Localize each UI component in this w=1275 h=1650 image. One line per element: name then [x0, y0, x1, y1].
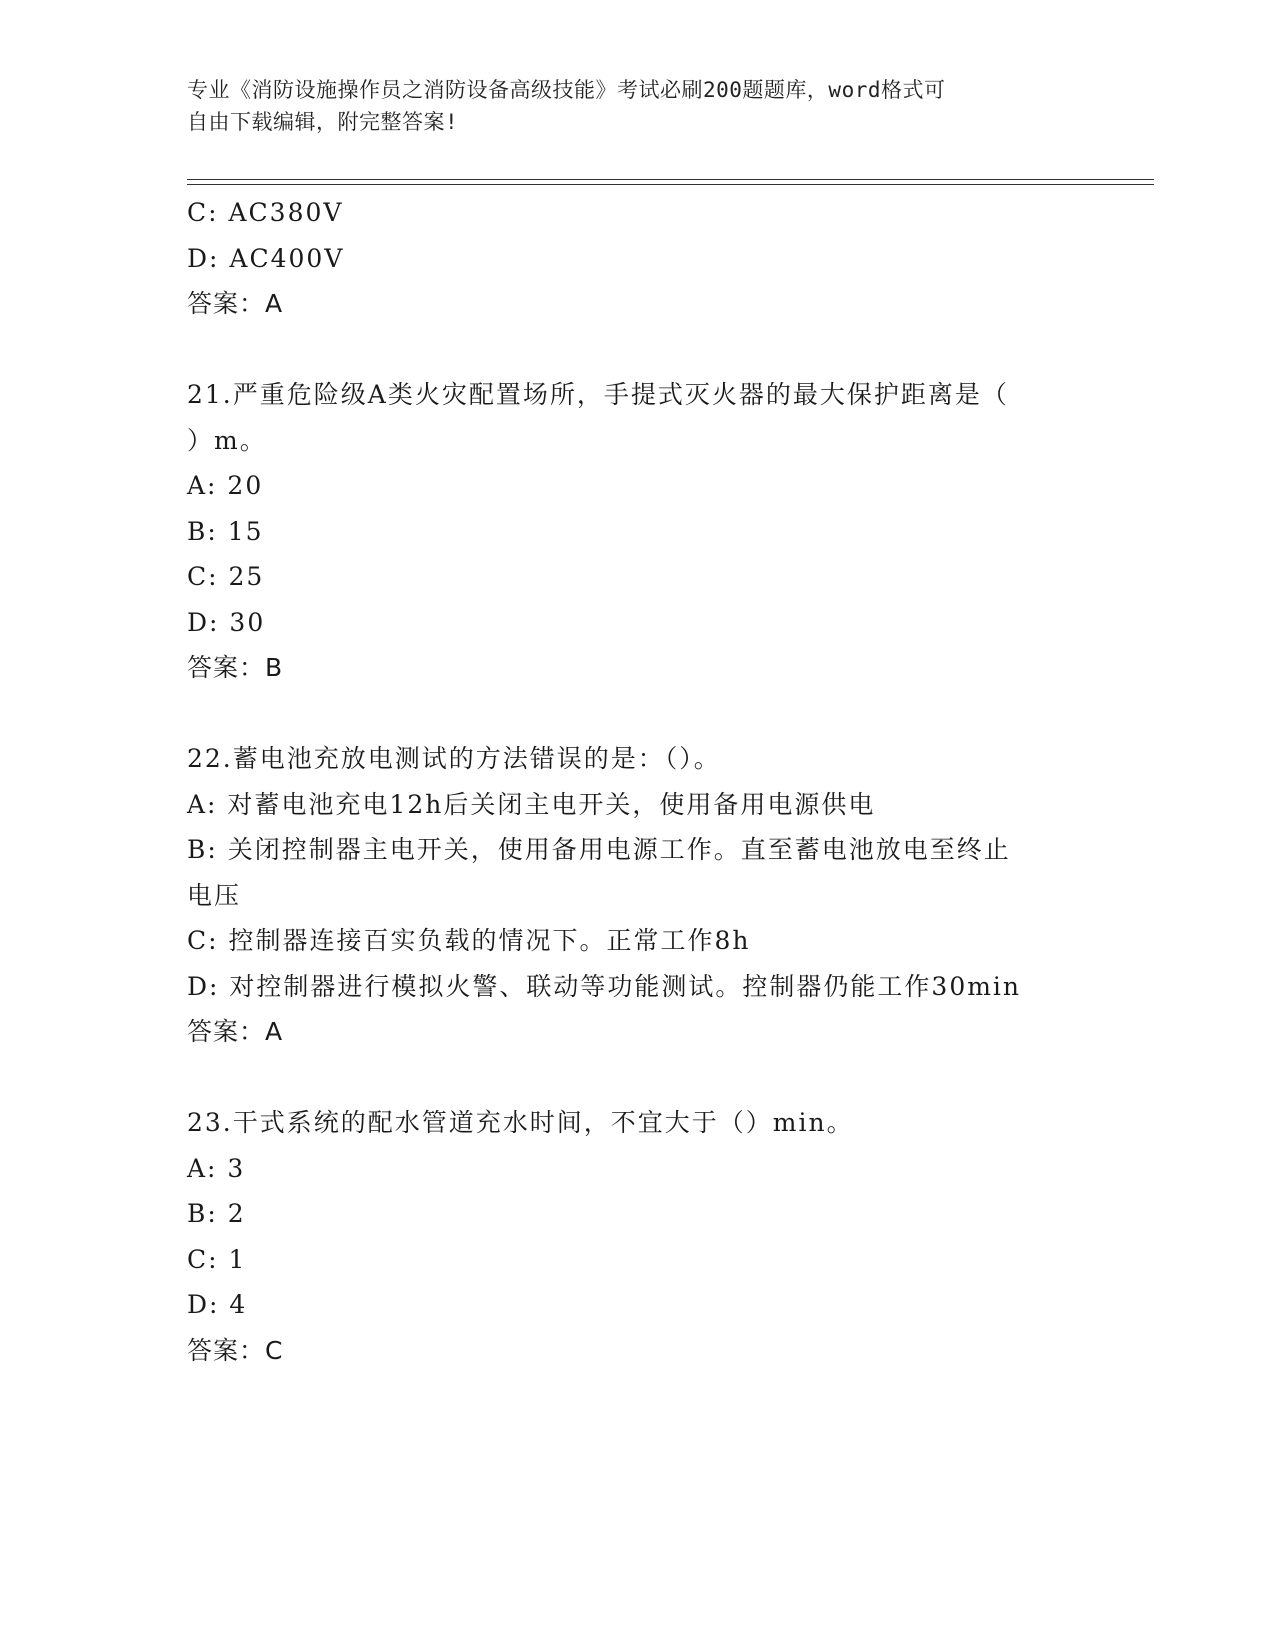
answer-line: 答案：C — [187, 1335, 284, 1365]
option-c: C: 25 — [187, 562, 265, 591]
option-c: C: AC380V — [187, 198, 344, 227]
option-d: D: 对控制器进行模拟火警、联动等功能测试。控制器仍能工作30min — [187, 971, 1022, 1001]
option-c: C: 控制器连接百实负载的情况下。正常工作8h — [187, 926, 751, 955]
option-a: A: 3 — [187, 1153, 246, 1183]
document-header — [187, 74, 1087, 138]
question-stem: 22.蓄电池充放电测试的方法错误的是：（）。 — [187, 744, 721, 773]
header-divider-bottom — [187, 184, 1154, 185]
answer-line: 答案：A — [187, 1017, 284, 1046]
option-b: B: 2 — [187, 1199, 246, 1228]
spacer — [187, 1055, 1087, 1101]
question-list — [187, 190, 1087, 1373]
question-22 — [187, 736, 1087, 1055]
header-line-1: 专业《消防设施操作员之消防设备高级技能》考试必刷200题题库，word格式可 — [187, 78, 946, 102]
option-b-cont: 电压 — [187, 880, 242, 910]
option-a: A: 对蓄电池充电12h后关闭主电开关，使用备用电源供电 — [187, 789, 876, 819]
header-divider-top — [187, 179, 1154, 180]
question-stem: 23.干式系统的配水管道充水时间，不宜大于（）min。 — [187, 1108, 854, 1137]
question-23 — [187, 1100, 1087, 1373]
document-page — [187, 0, 1147, 1650]
header-line-2: 自由下载编辑，附完整答案! — [187, 110, 459, 134]
option-b: B: 关闭控制器主电开关，使用备用电源工作。直至蓄电池放电至终止 — [187, 835, 1011, 864]
option-c: C: 1 — [187, 1244, 247, 1274]
option-b: B: 15 — [187, 516, 264, 546]
answer-line: 答案：B — [187, 653, 284, 682]
question-stem: 21.严重危险级A类火灾配置场所，手提式灭火器的最大保护距离是（ — [187, 380, 1009, 409]
question-21 — [187, 372, 1087, 691]
spacer — [187, 327, 1087, 373]
option-a: A: 20 — [187, 471, 264, 500]
option-d: D: 30 — [187, 607, 266, 637]
question-stem-cont: ）m。 — [187, 425, 267, 455]
answer-line: 答案：A — [187, 289, 284, 318]
prev-question-block — [187, 190, 1087, 327]
spacer — [187, 691, 1087, 737]
option-d: D: AC400V — [187, 243, 345, 273]
option-d: D: 4 — [187, 1290, 248, 1319]
